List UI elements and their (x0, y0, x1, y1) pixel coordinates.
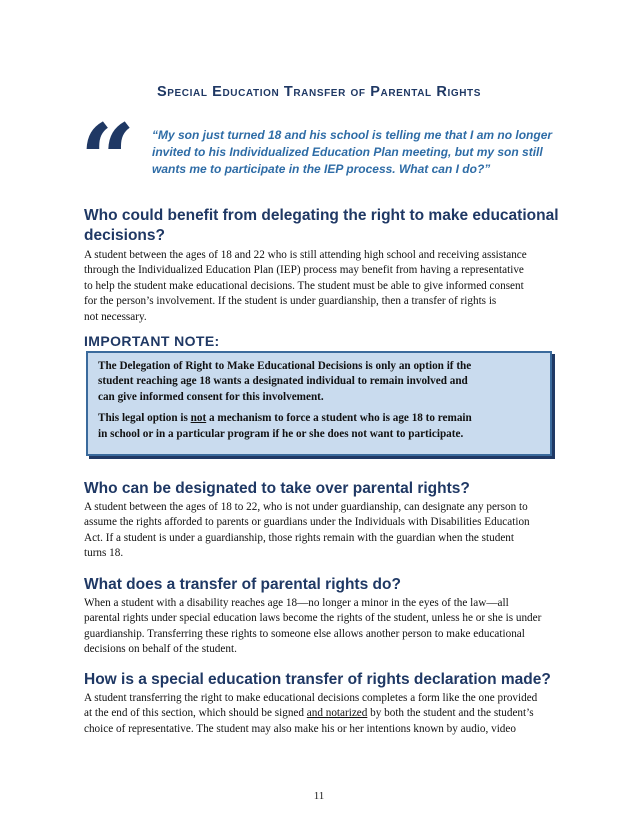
section-heading-who-can-be-designated: Who can be designated to take over parental rights? (84, 480, 470, 497)
section-body-what-does-transfer-do (84, 596, 562, 658)
body-line: choice of representative. The student may also make his or her intentions known by audio, video (84, 722, 516, 735)
note-paragraph (98, 359, 544, 405)
note-text-post: a mechanism to force a student who is age 18 to remain (206, 412, 472, 425)
quotation-mark-icon: “ (80, 103, 136, 216)
body-line: A student transferring the right to make educational decisions completes a form like the one provided (84, 692, 538, 704)
section-heading-who-could-benefit (84, 206, 564, 246)
body-line: to help the student make educational decisions. The student must be able to give informed consent (84, 279, 524, 292)
note-line: The Delegation of Right to Make Educational Decisions is only an option if the (98, 360, 472, 372)
quote-line: “My son just turned 18 and his school is telling me that I am no longer (152, 128, 553, 142)
body-line: A student between the ages of 18 and 22 who is still attending high school and receiving assistance (84, 249, 527, 261)
quote-line: invited to his Individualized Education Plan meeting, but my son still (152, 145, 543, 159)
section-body-who-can-be-designated (84, 500, 562, 562)
body-line: When a student with a disability reaches age 18—no longer a minor in the eyes of the law—all (84, 597, 509, 609)
note-text-pre: This legal option is (98, 412, 191, 425)
note-line (98, 411, 544, 426)
important-note-heading: IMPORTANT NOTE: (84, 333, 220, 349)
body-line (84, 706, 562, 721)
pull-quote (152, 127, 562, 178)
section-body-how-is-declaration-made (84, 691, 562, 737)
body-text-pre: at the end of this section, which should be signed (84, 707, 307, 720)
section-heading-what-does-transfer-do: What does a transfer of parental rights do? (84, 576, 401, 593)
section-heading-how-is-declaration-made: How is a special education transfer of rights declaration made? (84, 671, 551, 688)
note-line: student reaching age 18 wants a designated individual to remain involved and (98, 375, 468, 388)
body-line: through the Individualized Education Plan (IEP) process may benefit from having a representative (84, 264, 524, 277)
important-note-box (86, 351, 552, 456)
page-number: 11 (313, 790, 325, 802)
note-line: in school or in a particular program if he or she does not want to participate. (98, 427, 464, 440)
body-emphasis-notarized: and notarized (306, 707, 368, 720)
body-line: turns 18. (84, 547, 124, 560)
heading-line: decisions? (84, 227, 165, 244)
page-title: Special Education Transfer of Parental Rights (157, 84, 481, 100)
body-line: decisions on behalf of the student. (84, 643, 237, 656)
body-line: for the person’s involvement. If the student is under guardianship, then a transfer of rights is (84, 295, 497, 308)
note-emphasis-not: not (190, 412, 207, 425)
body-line: Act. If a student is under a guardianship, those rights remain with the guardian when the student (84, 531, 514, 544)
note-line: can give informed consent for this involvement. (98, 390, 324, 403)
body-line: assume the rights afforded to parents or guardians under the Individuals with Disabilities Education (84, 516, 530, 529)
body-line: A student between the ages of 18 to 22, who is not under guardianship, can designate any person to (84, 501, 528, 513)
body-line: not necessary. (84, 310, 147, 323)
quote-line: wants me to participate in the IEP process. What can I do?” (152, 162, 491, 176)
heading-line: Who could benefit from delegating the right to make educational (84, 207, 559, 224)
section-body-who-could-benefit (84, 248, 562, 325)
note-paragraph (98, 411, 544, 442)
important-note-text (98, 359, 544, 448)
body-text-post: by both the student and the student’s (367, 707, 534, 720)
body-line: parental rights under special education laws become the rights of the student, unless he or she is under (84, 612, 542, 625)
body-line: guardianship. Transferring these rights to someone else allows another person to make educational (84, 627, 525, 640)
